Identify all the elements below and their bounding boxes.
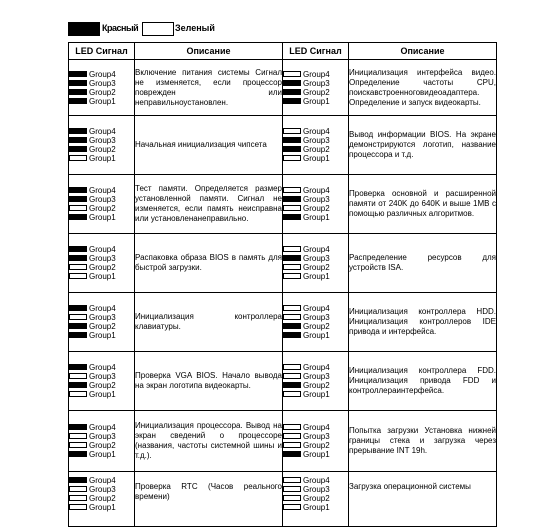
led-red-box xyxy=(69,477,87,483)
table-header-row xyxy=(69,43,497,60)
group-label: Group2 xyxy=(89,441,116,450)
led-red-box xyxy=(69,128,87,134)
led-green-box xyxy=(283,373,301,379)
led-pattern-left xyxy=(69,60,135,116)
led-indicator-row xyxy=(283,127,348,136)
led-indicator-row xyxy=(283,313,348,322)
led-indicator-row xyxy=(283,494,348,503)
description-left: Проверка RTC (Часов реального времени) xyxy=(135,472,283,527)
led-red-box xyxy=(69,255,87,261)
led-green-box xyxy=(69,314,87,320)
led-indicator-row xyxy=(283,97,348,106)
description-right: Проверка основной и расширенной памяти от 240K до 640K и выше 1MB с помощью различных алгоритмов. xyxy=(349,175,497,234)
header-description-left: Описание xyxy=(135,43,283,60)
led-green-box xyxy=(283,246,301,252)
group-label: Group4 xyxy=(303,245,330,254)
group-label: Group4 xyxy=(89,186,116,195)
led-pattern-right xyxy=(283,293,349,352)
led-indicator-row xyxy=(283,245,348,254)
led-indicator-row xyxy=(283,204,348,213)
led-red-box xyxy=(69,332,87,338)
led-indicator-row xyxy=(283,136,348,145)
led-red-box xyxy=(283,89,301,95)
led-red-box xyxy=(69,382,87,388)
group-label: Group1 xyxy=(303,450,330,459)
led-red-box xyxy=(283,451,301,457)
led-indicator-row xyxy=(283,372,348,381)
led-red-box xyxy=(69,89,87,95)
led-indicator-row xyxy=(69,304,134,313)
group-label: Group3 xyxy=(89,485,116,494)
group-label: Group2 xyxy=(303,87,330,97)
group-label: Group1 xyxy=(89,450,116,459)
led-green-box xyxy=(283,71,301,77)
group-label: Group2 xyxy=(303,494,330,503)
led-green-box xyxy=(283,314,301,320)
table-row xyxy=(69,293,497,352)
group-label: Group2 xyxy=(303,441,330,450)
group-label: Group1 xyxy=(89,96,116,106)
led-green-box xyxy=(283,273,301,279)
led-indicator-row xyxy=(69,432,134,441)
group-label: Group1 xyxy=(303,503,330,512)
led-red-box xyxy=(283,80,301,86)
legend-red-label: Красный xyxy=(102,23,139,33)
description-right: Вывод информации BIOS. На экране демонстрируются логотип, название процессора и т.д. xyxy=(349,116,497,175)
group-label: Group2 xyxy=(303,381,330,390)
description-right: Распределение ресурсов для устройств ISA. xyxy=(349,234,497,293)
group-label: Group3 xyxy=(303,78,330,88)
led-indicator-row xyxy=(283,450,348,459)
led-indicator-row xyxy=(283,322,348,331)
led-red-box xyxy=(69,137,87,143)
group-label: Group2 xyxy=(89,145,116,154)
group-label: Group3 xyxy=(303,372,330,381)
description-right: Загрузка операционной системы xyxy=(349,472,497,527)
group-label: Group3 xyxy=(303,195,330,204)
led-green-box xyxy=(283,187,301,193)
led-red-box xyxy=(69,71,87,77)
table-row xyxy=(69,234,497,293)
group-label: Group1 xyxy=(303,154,330,163)
group-label: Group3 xyxy=(303,432,330,441)
led-red-box xyxy=(69,424,87,430)
led-green-box xyxy=(69,264,87,270)
table-row xyxy=(69,60,497,116)
led-pattern-left xyxy=(69,116,135,175)
led-indicator-row xyxy=(69,381,134,390)
led-indicator-row xyxy=(69,503,134,512)
group-label: Group3 xyxy=(89,195,116,204)
led-indicator-row xyxy=(283,503,348,512)
description-right: Инициализация контроллера HDD. Инициализация контроллеров IDE привода и интерфейса. xyxy=(349,293,497,352)
description-left: Включение питания системы Сигнал не изменяется, если процессор поврежден или неправильноустановлен. xyxy=(135,60,283,116)
group-label: Group4 xyxy=(303,127,330,136)
led-indicator-row xyxy=(69,195,134,204)
group-label: Group2 xyxy=(89,204,116,213)
group-label: Group4 xyxy=(89,423,116,432)
led-red-box xyxy=(69,196,87,202)
led-indicator-row xyxy=(283,79,348,88)
led-green-box xyxy=(69,391,87,397)
group-label: Group3 xyxy=(89,136,116,145)
led-pattern-right xyxy=(283,352,349,411)
led-indicator-row xyxy=(283,304,348,313)
led-red-box xyxy=(69,146,87,152)
group-label: Group4 xyxy=(303,423,330,432)
led-indicator-row xyxy=(69,186,134,195)
led-indicator-row xyxy=(69,145,134,154)
led-pattern-left xyxy=(69,411,135,472)
led-red-box xyxy=(69,98,87,104)
table-row xyxy=(69,175,497,234)
led-pattern-left xyxy=(69,472,135,527)
led-red-box xyxy=(283,196,301,202)
led-green-box xyxy=(69,495,87,501)
group-label: Group4 xyxy=(89,304,116,313)
group-label: Group1 xyxy=(89,213,116,222)
led-green-box xyxy=(69,273,87,279)
led-indicator-row xyxy=(283,363,348,372)
group-label: Group4 xyxy=(89,127,116,136)
header-led-signal-left: LED Сигнал xyxy=(69,43,135,60)
led-green-box xyxy=(283,364,301,370)
description-right: Инициализация контроллера FDD. Инициализация привода FDD и контроллераинтерфейса. xyxy=(349,352,497,411)
led-indicator-row xyxy=(69,79,134,88)
group-label: Group4 xyxy=(303,69,330,79)
group-label: Group1 xyxy=(89,390,116,399)
group-label: Group4 xyxy=(303,363,330,372)
led-red-box xyxy=(69,364,87,370)
led-indicator-row xyxy=(69,88,134,97)
led-indicator-row xyxy=(283,441,348,450)
group-label: Group3 xyxy=(303,485,330,494)
led-indicator-row xyxy=(69,272,134,281)
group-label: Group1 xyxy=(303,331,330,340)
led-indicator-row xyxy=(283,145,348,154)
led-red-box xyxy=(283,98,301,104)
led-green-box xyxy=(283,486,301,492)
led-red-box xyxy=(283,332,301,338)
led-red-box xyxy=(283,323,301,329)
legend-green-swatch xyxy=(142,22,174,36)
led-red-box xyxy=(69,451,87,457)
description-left: Тест памяти. Определяется размер установленной памяти. Сигнал не изменяется, если память неисправна или установленанеправильно. xyxy=(135,175,283,234)
led-indicator-row xyxy=(69,441,134,450)
led-green-box xyxy=(283,305,301,311)
led-red-box xyxy=(69,246,87,252)
led-indicator-row xyxy=(283,423,348,432)
led-red-box xyxy=(283,214,301,220)
led-indicator-row xyxy=(69,245,134,254)
led-indicator-row xyxy=(69,423,134,432)
description-left: Инициализация контроллера клавиатуры. xyxy=(135,293,283,352)
table-row xyxy=(69,472,497,527)
led-indicator-row xyxy=(69,136,134,145)
led-green-box xyxy=(283,477,301,483)
led-indicator-row xyxy=(283,432,348,441)
led-green-box xyxy=(283,442,301,448)
led-indicator-row xyxy=(283,154,348,163)
description-left: Инициализация процессора. Вывод на экран сведений о процессоре (названия, частоты системной шины и т.д.). xyxy=(135,411,283,472)
led-red-box xyxy=(283,137,301,143)
led-pattern-right xyxy=(283,411,349,472)
description-left: Проверка VGA BIOS. Начало вывода на экран логотипа видеокарты. xyxy=(135,352,283,411)
led-green-box xyxy=(69,373,87,379)
led-green-box xyxy=(69,504,87,510)
led-red-box xyxy=(283,255,301,261)
led-red-box xyxy=(69,323,87,329)
group-label: Group1 xyxy=(89,503,116,512)
led-signal-table xyxy=(68,42,497,527)
group-label: Group2 xyxy=(89,322,116,331)
led-green-box xyxy=(283,495,301,501)
led-indicator-row xyxy=(69,97,134,106)
led-pattern-right xyxy=(283,60,349,116)
led-green-box xyxy=(69,486,87,492)
led-red-box xyxy=(283,146,301,152)
led-pattern-left xyxy=(69,293,135,352)
led-red-box xyxy=(283,382,301,388)
led-green-box xyxy=(283,391,301,397)
led-green-box xyxy=(283,205,301,211)
group-label: Group2 xyxy=(89,87,116,97)
led-pattern-right xyxy=(283,472,349,527)
led-indicator-row xyxy=(69,331,134,340)
led-indicator-row xyxy=(69,313,134,322)
led-indicator-row xyxy=(283,476,348,485)
group-label: Group1 xyxy=(89,154,116,163)
group-label: Group4 xyxy=(89,363,116,372)
led-green-box xyxy=(283,504,301,510)
group-label: Group1 xyxy=(303,390,330,399)
table-row xyxy=(69,116,497,175)
led-indicator-row xyxy=(283,254,348,263)
led-pattern-right xyxy=(283,116,349,175)
led-green-box xyxy=(283,264,301,270)
led-indicator-row xyxy=(283,381,348,390)
description-right: Инициализация интерфейса видео. Определение частоты CPU, поискавстроенноговидеоадаптера. Определение и запуск видеокарты. xyxy=(349,60,497,116)
group-label: Group3 xyxy=(303,136,330,145)
led-indicator-row xyxy=(69,204,134,213)
group-label: Group3 xyxy=(303,313,330,322)
led-indicator-row xyxy=(283,331,348,340)
led-indicator-row xyxy=(69,372,134,381)
group-label: Group4 xyxy=(303,304,330,313)
led-red-box xyxy=(69,80,87,86)
description-left: Распаковка образа BIOS в память для быстрой загрузки. xyxy=(135,234,283,293)
led-indicator-row xyxy=(283,195,348,204)
group-label: Group3 xyxy=(89,313,116,322)
led-green-box xyxy=(69,205,87,211)
table-row xyxy=(69,411,497,472)
led-indicator-row xyxy=(283,272,348,281)
led-green-box xyxy=(69,433,87,439)
led-pattern-right xyxy=(283,234,349,293)
led-green-box xyxy=(283,424,301,430)
description-left: Начальная инициализация чипсета xyxy=(135,116,283,175)
led-indicator-row xyxy=(283,70,348,79)
led-pattern-left xyxy=(69,352,135,411)
led-indicator-row xyxy=(69,154,134,163)
led-red-box xyxy=(69,214,87,220)
led-red-box xyxy=(69,187,87,193)
led-green-box xyxy=(283,433,301,439)
led-indicator-row xyxy=(283,390,348,399)
led-red-box xyxy=(69,305,87,311)
group-label: Group3 xyxy=(89,372,116,381)
header-led-signal-right: LED Сигнал xyxy=(283,43,349,60)
table-row xyxy=(69,352,497,411)
group-label: Group4 xyxy=(89,245,116,254)
group-label: Group3 xyxy=(89,254,116,263)
led-green-box xyxy=(283,128,301,134)
led-indicator-row xyxy=(69,363,134,372)
led-pattern-left xyxy=(69,175,135,234)
header-description-right: Описание xyxy=(349,43,497,60)
led-indicator-row xyxy=(69,390,134,399)
led-green-box xyxy=(283,155,301,161)
group-label: Group2 xyxy=(89,263,116,272)
legend-red-swatch xyxy=(68,22,100,36)
legend-green-label: Зеленый xyxy=(175,23,215,33)
led-indicator-row xyxy=(69,263,134,272)
led-indicator-row xyxy=(69,494,134,503)
group-label: Group4 xyxy=(89,476,116,485)
group-label: Group2 xyxy=(89,494,116,503)
led-indicator-row xyxy=(69,127,134,136)
group-label: Group4 xyxy=(89,69,116,79)
group-label: Group3 xyxy=(89,432,116,441)
group-label: Group1 xyxy=(89,331,116,340)
led-pattern-left xyxy=(69,234,135,293)
led-indicator-row xyxy=(69,70,134,79)
led-indicator-row xyxy=(283,213,348,222)
group-label: Group2 xyxy=(303,263,330,272)
led-indicator-row xyxy=(69,476,134,485)
group-label: Group1 xyxy=(89,272,116,281)
group-label: Group3 xyxy=(303,254,330,263)
led-pattern-right xyxy=(283,175,349,234)
led-green-box xyxy=(69,155,87,161)
group-label: Group4 xyxy=(303,186,330,195)
led-indicator-row xyxy=(283,88,348,97)
group-label: Group4 xyxy=(303,476,330,485)
led-indicator-row xyxy=(69,254,134,263)
led-indicator-row xyxy=(69,450,134,459)
group-label: Group2 xyxy=(303,145,330,154)
led-green-box xyxy=(69,442,87,448)
group-label: Group2 xyxy=(303,322,330,331)
group-label: Group1 xyxy=(303,96,330,106)
led-indicator-row xyxy=(283,186,348,195)
led-indicator-row xyxy=(69,213,134,222)
description-right: Попытка загрузки Установка нижней границы стека и загрузка через прерывание INT 19h. xyxy=(349,411,497,472)
group-label: Group2 xyxy=(303,204,330,213)
group-label: Group1 xyxy=(303,213,330,222)
led-indicator-row xyxy=(69,322,134,331)
group-label: Group1 xyxy=(303,272,330,281)
led-indicator-row xyxy=(283,485,348,494)
group-label: Group3 xyxy=(89,78,116,88)
led-indicator-row xyxy=(69,485,134,494)
led-indicator-row xyxy=(283,263,348,272)
group-label: Group2 xyxy=(89,381,116,390)
